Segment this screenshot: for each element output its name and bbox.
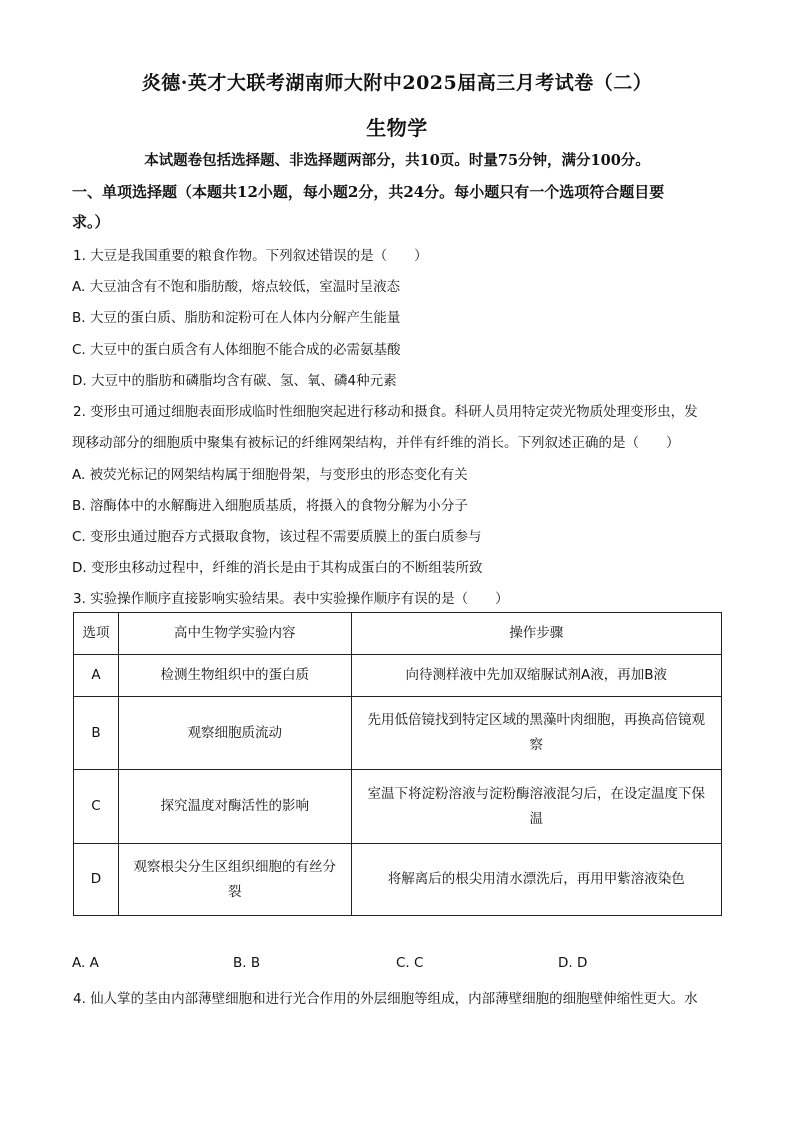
table-cell-step: 将解离后的根尖用清水漂洗后，再用甲紫溶液染色 — [351, 844, 721, 916]
table-cell-content-line2: 裂 — [228, 883, 242, 900]
experiment-table — [73, 612, 722, 916]
table-header-content: 高中生物学实验内容 — [118, 613, 351, 655]
question-1-option-c: C. 大豆中的蛋白质含有人体细胞不能合成的必需氨基酸 — [72, 342, 401, 358]
question-3-answer-c: C. C — [396, 955, 424, 971]
table-cell-option: B — [74, 697, 119, 770]
question-1-stem: 1. 大豆是我国重要的粮食作物。下列叙述错误的是（ ） — [73, 248, 428, 264]
table-row — [74, 770, 722, 844]
table-cell-step — [351, 770, 721, 844]
table-cell-step-line2: 温 — [529, 810, 544, 827]
exam-intro: 本试题卷包括选择题、非选择题两部分，共10页。时量75分钟，满分100分。 — [144, 152, 650, 169]
question-3-answer-d: D. D — [558, 955, 588, 971]
table-cell-content: 检测生物组织中的蛋白质 — [118, 655, 351, 697]
question-2-option-c: C. 变形虫通过胞吞方式摄取食物，该过程不需要质膜上的蛋白质参与 — [72, 529, 482, 545]
question-2-option-a: A. 被荧光标记的网架结构属于细胞骨架，与变形虫的形态变化有关 — [72, 467, 468, 483]
table-cell-option: D — [74, 844, 119, 916]
table-header-option: 选项 — [74, 613, 119, 655]
question-1-option-b: B. 大豆的蛋白质、脂肪和淀粉可在人体内分解产生能量 — [72, 310, 401, 326]
question-3-stem: 3. 实验操作顺序直接影响实验结果。表中实验操作顺序有误的是（ ） — [73, 591, 509, 607]
table-header-row — [74, 613, 722, 655]
table-cell-content — [118, 844, 351, 916]
question-4-stem: 4. 仙人掌的茎由内部薄壁细胞和进行光合作用的外层细胞等组成，内部薄壁细胞的细胞壁伸缩性更大。水 — [73, 991, 698, 1007]
table-cell-content-line1: 观察根尖分生区组织细胞的有丝分 — [133, 858, 337, 875]
table-row — [74, 697, 722, 770]
table-cell-step-line2: 察 — [529, 737, 544, 753]
table-cell-step — [351, 697, 721, 770]
question-2-stem: 2. 变形虫可通过细胞表面形成临时性细胞突起进行移动和摄食。科研人员用特定荧光物质处理变形虫，发 — [73, 404, 698, 420]
question-3-answer-a: A. A — [72, 955, 99, 971]
table-cell-step-line1: 先用低倍镜找到特定区域的黑藻叶肉细胞，再换高倍镜观 — [367, 712, 706, 728]
question-3-answer-b: B. B — [233, 955, 261, 971]
subject-title: 生物学 — [366, 116, 428, 140]
table-row — [74, 655, 722, 697]
section-heading-cont: 求。） — [72, 213, 110, 231]
table-row — [74, 844, 722, 916]
table-cell-content: 探究温度对酶活性的影响 — [118, 770, 351, 844]
question-1-option-a: A. 大豆油含有不饱和脂肪酸，熔点较低，室温时呈液态 — [72, 279, 401, 295]
table-cell-option: C — [74, 770, 119, 844]
question-2-stem-cont: 现移动部分的细胞质中聚集有被标记的纤维网架结构，并伴有纤维的消长。下列叙述正确的是（ ） — [72, 435, 680, 451]
table-cell-option: A — [74, 655, 119, 697]
table-cell-content: 观察细胞质流动 — [118, 697, 351, 770]
exam-title: 炎德·英才大联考湖南师大附中2025届高三月考试卷（二） — [141, 72, 653, 94]
section-heading: 一、单项选择题（本题共12小题，每小题2分，共24分。每小题只有一个选项符合题目要 — [72, 183, 665, 201]
question-1-option-d: D. 大豆中的脂肪和磷脂均含有碳、氢、氧、磷4种元素 — [72, 373, 397, 389]
question-2-option-b: B. 溶酶体中的水解酶进入细胞质基质，将摄入的食物分解为小分子 — [72, 498, 468, 514]
table-cell-step: 向待测样液中先加双缩脲试剂A液，再加B液 — [351, 655, 721, 697]
table-cell-step-line1: 室温下将淀粉溶液与淀粉酶溶液混匀后，在设定温度下保 — [367, 785, 706, 802]
question-2-option-d: D. 变形虫移动过程中，纤维的消长是由于其构成蛋白的不断组装所致 — [72, 560, 483, 576]
table-header-steps: 操作步骤 — [351, 613, 721, 655]
